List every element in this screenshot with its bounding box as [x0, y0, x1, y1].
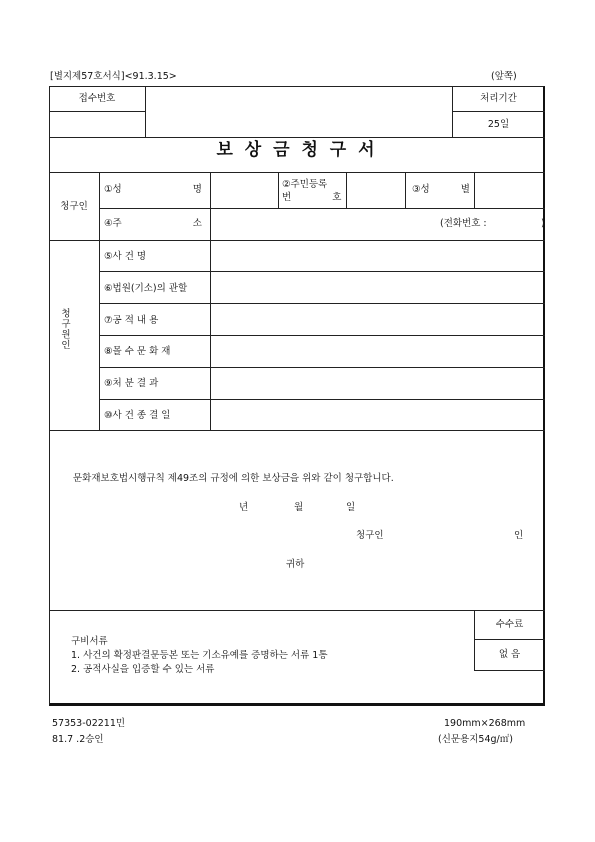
processing-period-label: 처리기간	[480, 93, 517, 104]
case-name-field[interactable]	[212, 243, 542, 269]
cause-row-label-4: ⑧몰 수 문 화 재	[104, 346, 171, 357]
required-document-item: 1. 사건의 확정판결문등본 또는 기소유예를 증명하는 서류 1통	[71, 650, 328, 661]
cause-row-label-5: ⑨처 분 결 과	[104, 378, 159, 389]
rrn-label-line1: ②주민등록	[282, 179, 328, 190]
paper-size: 190mm×268mm	[444, 718, 526, 729]
signer-name-field[interactable]	[395, 526, 505, 544]
processing-period-value: 25일	[487, 119, 510, 130]
address-field[interactable]	[212, 211, 432, 237]
name-label: ①성 명	[104, 184, 202, 195]
cause-row-label-1: ⑤사 건 명	[104, 251, 147, 262]
rrn-label-line2: 번 호	[282, 192, 342, 203]
signer-label: 청구인	[356, 530, 384, 541]
seal-label: 인	[514, 530, 524, 541]
year-label: 년	[239, 502, 249, 513]
cause-row-label-3: ⑦공 적 내 용	[104, 315, 159, 326]
phone-label: (전화번호 :	[440, 218, 487, 229]
receipt-number-label: 접수번호	[78, 93, 116, 104]
fee-label: 수수료	[495, 619, 524, 630]
form-title: 보 상 금 청 구 서	[216, 140, 378, 160]
paper-type: (신문용지54g/㎡)	[438, 734, 513, 745]
page-side-label: (앞쪽)	[491, 71, 517, 82]
form-code: 57353-02211민	[52, 718, 126, 729]
cause-row-label-6: ⑩사 건 종 결 일	[104, 410, 171, 421]
name-field[interactable]	[212, 175, 276, 205]
merit-details-field[interactable]	[212, 306, 542, 332]
gender-label: ③성 별	[412, 184, 470, 195]
receipt-number-field[interactable]	[52, 114, 142, 134]
court-jurisdiction-field[interactable]	[212, 274, 542, 300]
form-number: [별지제57호서식]<91.3.15>	[50, 71, 177, 82]
confiscated-property-field[interactable]	[212, 338, 542, 364]
approval-date: 81.7 .2승인	[52, 734, 104, 745]
cause-row-label-2: ⑥법원(기소)의 관할	[104, 283, 188, 294]
phone-close-paren: )	[541, 218, 545, 229]
disposition-result-field[interactable]	[212, 370, 542, 396]
phone-field[interactable]	[500, 214, 538, 234]
recipient-label: 귀하	[286, 559, 305, 570]
declaration-text: 문화재보호법시행규칙 제49조의 규정에 의한 보상금을 위와 같이 청구합니다.	[73, 473, 394, 484]
claimant-group-label: 청구인	[60, 201, 88, 212]
month-label: 월	[294, 502, 304, 513]
cause-group-label: 청구원인	[59, 308, 70, 350]
address-label: ④주 소	[104, 218, 202, 229]
fee-value: 없 음	[498, 649, 521, 660]
required-documents-title: 구비서류	[71, 636, 108, 647]
day-label: 일	[346, 502, 356, 513]
case-closing-date-field[interactable]	[212, 402, 542, 428]
rrn-field[interactable]	[348, 175, 402, 205]
required-document-item: 2. 공적사실을 입증할 수 있는 서류	[71, 664, 215, 675]
gender-field[interactable]	[476, 175, 542, 205]
